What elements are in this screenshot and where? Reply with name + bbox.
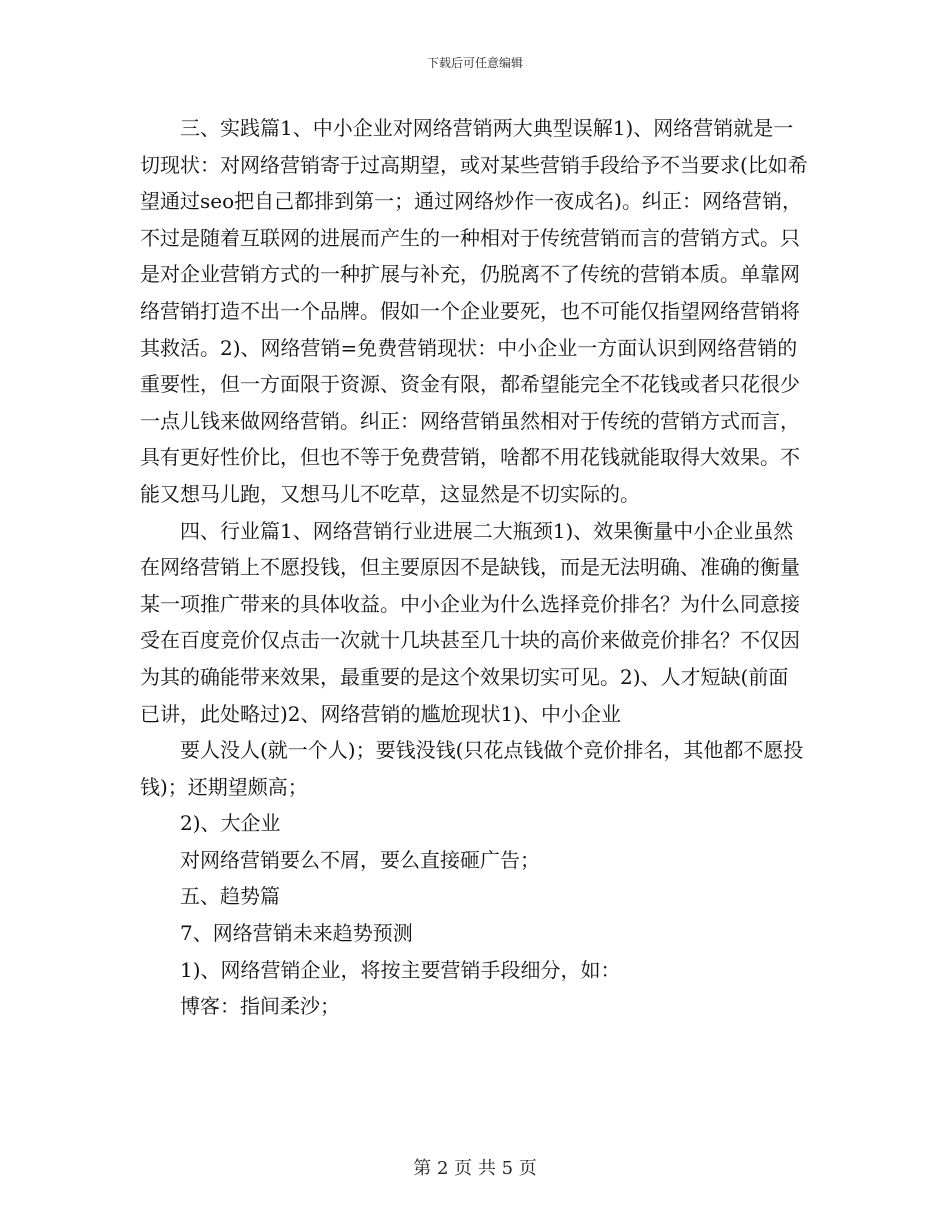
paragraph-trend-item-1: 1)、网络营销企业，将按主要营销手段细分，如： bbox=[180, 957, 621, 982]
paragraph-industry: 四、行业篇1、网络营销行业进展二大瓶颈1)、效果衡量中小企业虽然在网络营销上不愿投钱，但主要原因不是缺钱，而是无法明确、准确的衡量某一项推广带来的具体收益。中小企业为什么选择竞价排名？为什么同意接受在百度竞价仅点击一次就十几块甚至几十块的高价来做竞价排名？不仅因为其的确能带来效果，最重要的是这个效果切实可见。2)、人才短缺(前面已讲，此处略过)2、网络营销的尴尬现状1)、中小企业 bbox=[140, 518, 800, 726]
document-body bbox=[140, 110, 808, 1025]
paragraph-practice: 三、实践篇1、中小企业对网络营销两大典型误解1)、网络营销就是一切现状：对网络营销寄于过高期望，或对某些营销手段给予不当要求(比如希望通过seo把自己都排到第一；通过网络炒作一夜成名)。纠正：网络营销，不过是随着互联网的进展而产生的一种相对于传统营销而言的营销方式。只是对企业营销方式的一种扩展与补充，仍脱离不了传统的营销本质。单靠网络营销打造不出一个品牌。假如一个企业要死，也不可能仅指望网络营销将其救活。2)、网络营销=免费营销现状：中小企业一方面认识到网络营销的重要性，但一方面限于资源、资金有限，都希望能完全不花钱或者只花很少一点儿钱来做网络营销。纠正：网络营销虽然相对于传统的营销方式而言，具有更好性价比，但也不等于免费营销，啥都不用花钱就能取得大效果。不能又想马儿跑，又想马儿不吃草，这显然是不切实际的。 bbox=[140, 116, 808, 506]
paragraph-sme-status: 要人没人(就一个人)；要钱没钱(只花点钱做个竞价排名，其他都不愿投钱)；还期望颇高； bbox=[140, 738, 804, 799]
section-heading-trends: 五、趋势篇 bbox=[180, 884, 280, 909]
paragraph-large-enterprise-heading: 2)、大企业 bbox=[180, 811, 281, 836]
paragraph-trend-forecast: 7、网络营销未来趋势预测 bbox=[180, 921, 413, 946]
paragraph-blog-example: 博客：指间柔沙； bbox=[180, 994, 340, 1019]
paragraph-large-enterprise: 对网络营销要么不屑，要么直接砸广告； bbox=[180, 847, 540, 872]
page-number: 第 2 页 共 5 页 bbox=[413, 1158, 537, 1179]
page-header: 下载后可任意编辑 bbox=[426, 56, 523, 70]
